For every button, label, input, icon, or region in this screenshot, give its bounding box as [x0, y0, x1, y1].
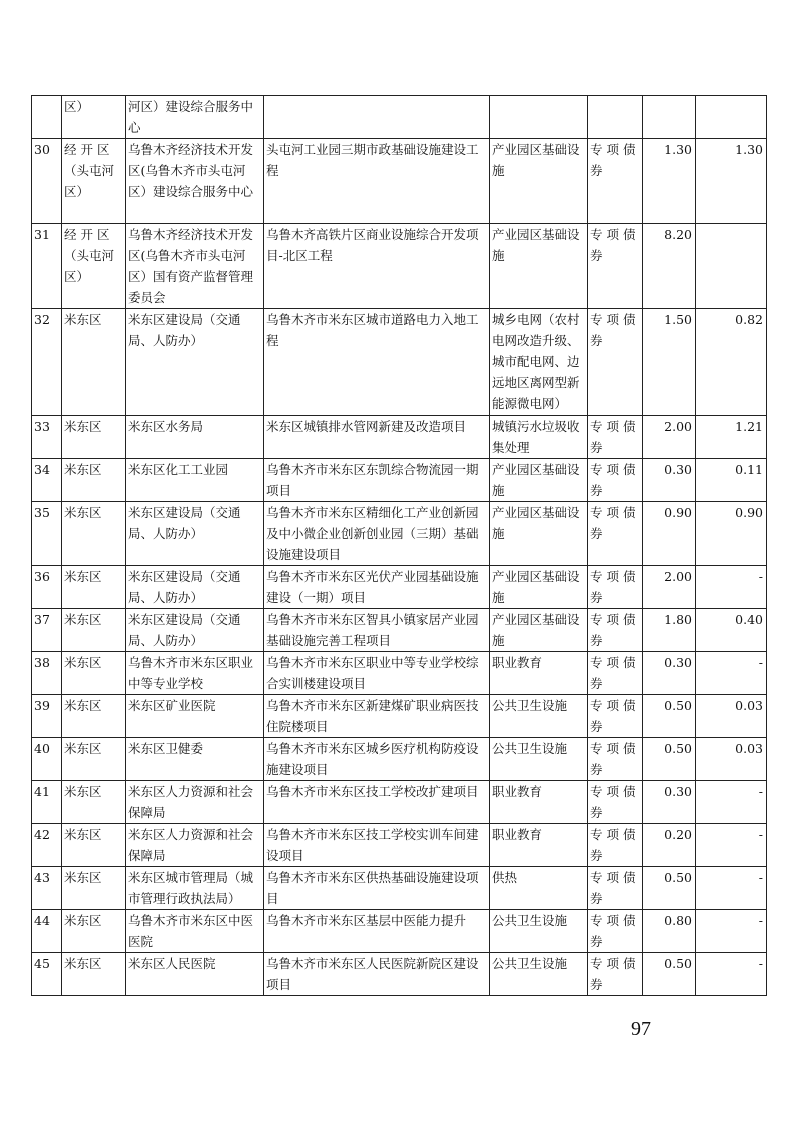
cell-project: 乌鲁木齐市米东区城乡医疗机构防疫设施建设项目	[264, 738, 490, 781]
cell-unit: 米东区水务局	[126, 416, 264, 459]
cell-district: 米东区	[62, 459, 126, 502]
cell-amount-used: -	[696, 910, 767, 953]
table-row	[32, 609, 767, 652]
cell-amount-total: 1.30	[643, 139, 696, 224]
cell-category: 产业园区基础设施	[490, 502, 588, 566]
cell-amount-total: 8.20	[643, 224, 696, 309]
cell-amount-used: 0.11	[696, 459, 767, 502]
cell-project: 米东区城镇排水管网新建及改造项目	[264, 416, 490, 459]
cell-project: 头屯河工业园三期市政基础设施建设工程	[264, 139, 490, 224]
cell-index: 34	[32, 459, 62, 502]
cell-project	[264, 96, 490, 139]
cell-bond-type: 专 项 债券	[588, 309, 643, 416]
cell-project: 乌鲁木齐市米东区职业中等专业学校综合实训楼建设项目	[264, 652, 490, 695]
cell-unit: 米东区人力资源和社会保障局	[126, 824, 264, 867]
cell-unit: 米东区建设局（交通局、人防办）	[126, 566, 264, 609]
cell-project: 乌鲁木齐市米东区城市道路电力入地工程	[264, 309, 490, 416]
cell-district: 区）	[62, 96, 126, 139]
cell-district: 米东区	[62, 566, 126, 609]
table-row	[32, 652, 767, 695]
cell-index: 30	[32, 139, 62, 224]
cell-category: 产业园区基础设施	[490, 566, 588, 609]
table-row	[32, 824, 767, 867]
table-row	[32, 738, 767, 781]
cell-amount-total: 1.50	[643, 309, 696, 416]
table-row	[32, 416, 767, 459]
cell-amount-used	[696, 96, 767, 139]
cell-district: 米东区	[62, 738, 126, 781]
cell-index: 33	[32, 416, 62, 459]
table-row	[32, 695, 767, 738]
cell-district: 米东区	[62, 953, 126, 996]
cell-category: 职业教育	[490, 824, 588, 867]
table-row	[32, 910, 767, 953]
cell-category: 职业教育	[490, 652, 588, 695]
cell-category: 公共卫生设施	[490, 738, 588, 781]
cell-amount-used: -	[696, 824, 767, 867]
cell-project: 乌鲁木齐市米东区人民医院新院区建设项目	[264, 953, 490, 996]
cell-amount-total	[643, 96, 696, 139]
cell-index: 45	[32, 953, 62, 996]
cell-category: 公共卫生设施	[490, 953, 588, 996]
cell-district: 米东区	[62, 502, 126, 566]
cell-index: 35	[32, 502, 62, 566]
table-row	[32, 867, 767, 910]
cell-unit: 河区）建设综合服务中心	[126, 96, 264, 139]
cell-amount-total: 0.50	[643, 953, 696, 996]
table-row	[32, 566, 767, 609]
cell-bond-type: 专 项 债券	[588, 738, 643, 781]
table-row	[32, 953, 767, 996]
cell-amount-used: -	[696, 867, 767, 910]
cell-amount-used	[696, 224, 767, 309]
cell-category	[490, 96, 588, 139]
cell-district: 米东区	[62, 695, 126, 738]
table-row	[32, 502, 767, 566]
cell-amount-used: 1.21	[696, 416, 767, 459]
cell-district: 经 开 区（头屯河区）	[62, 224, 126, 309]
cell-amount-total: 0.50	[643, 738, 696, 781]
cell-bond-type: 专 项 债券	[588, 910, 643, 953]
cell-index: 38	[32, 652, 62, 695]
cell-unit: 米东区建设局（交通局、人防办）	[126, 502, 264, 566]
cell-bond-type	[588, 96, 643, 139]
cell-project: 乌鲁木齐高铁片区商业设施综合开发项目-北区工程	[264, 224, 490, 309]
cell-district: 米东区	[62, 416, 126, 459]
cell-unit: 米东区人力资源和社会保障局	[126, 781, 264, 824]
cell-index: 32	[32, 309, 62, 416]
bond-projects-table	[31, 95, 767, 996]
cell-district: 经 开 区（头屯河区）	[62, 139, 126, 224]
cell-category: 公共卫生设施	[490, 695, 588, 738]
cell-amount-total: 0.90	[643, 502, 696, 566]
cell-index: 40	[32, 738, 62, 781]
table-row	[32, 459, 767, 502]
cell-category: 产业园区基础设施	[490, 459, 588, 502]
cell-district: 米东区	[62, 824, 126, 867]
page-number: 97	[631, 1018, 651, 1040]
table-row	[32, 309, 767, 416]
cell-district: 米东区	[62, 309, 126, 416]
cell-index: 42	[32, 824, 62, 867]
cell-project: 乌鲁木齐市米东区东凯综合物流园一期项目	[264, 459, 490, 502]
cell-index: 43	[32, 867, 62, 910]
table-body	[32, 96, 767, 996]
cell-amount-total: 0.30	[643, 459, 696, 502]
cell-amount-used: 0.90	[696, 502, 767, 566]
cell-category: 公共卫生设施	[490, 910, 588, 953]
cell-index: 41	[32, 781, 62, 824]
cell-district: 米东区	[62, 910, 126, 953]
table-row	[32, 224, 767, 309]
cell-category: 城乡电网（农村电网改造升级、城市配电网、边远地区离网型新能源微电网）	[490, 309, 588, 416]
cell-index	[32, 96, 62, 139]
cell-amount-total: 2.00	[643, 416, 696, 459]
cell-amount-total: 1.80	[643, 609, 696, 652]
cell-bond-type: 专 项 债券	[588, 695, 643, 738]
cell-amount-total: 2.00	[643, 566, 696, 609]
cell-unit: 米东区建设局（交通局、人防办）	[126, 309, 264, 416]
cell-amount-total: 0.30	[643, 652, 696, 695]
cell-bond-type: 专 项 债券	[588, 609, 643, 652]
cell-unit: 米东区建设局（交通局、人防办）	[126, 609, 264, 652]
cell-bond-type: 专 项 债券	[588, 781, 643, 824]
cell-category: 产业园区基础设施	[490, 139, 588, 224]
cell-category: 供热	[490, 867, 588, 910]
cell-unit: 米东区矿业医院	[126, 695, 264, 738]
cell-index: 44	[32, 910, 62, 953]
cell-amount-used: 1.30	[696, 139, 767, 224]
cell-bond-type: 专 项 债券	[588, 824, 643, 867]
cell-amount-used: 0.40	[696, 609, 767, 652]
cell-project: 乌鲁木齐市米东区基层中医能力提升	[264, 910, 490, 953]
cell-bond-type: 专 项 债券	[588, 566, 643, 609]
cell-unit: 乌鲁木齐经济技术开发区(乌鲁木齐市头屯河区）建设综合服务中心	[126, 139, 264, 224]
cell-bond-type: 专 项 债券	[588, 867, 643, 910]
cell-amount-used: 0.03	[696, 738, 767, 781]
cell-amount-used: 0.82	[696, 309, 767, 416]
cell-unit: 米东区化工工业园	[126, 459, 264, 502]
cell-district: 米东区	[62, 609, 126, 652]
cell-project: 乌鲁木齐市米东区技工学校实训车间建设项目	[264, 824, 490, 867]
cell-amount-used: -	[696, 953, 767, 996]
cell-amount-used: 0.03	[696, 695, 767, 738]
cell-district: 米东区	[62, 652, 126, 695]
table-row	[32, 139, 767, 224]
cell-bond-type: 专 项 债券	[588, 416, 643, 459]
cell-project: 乌鲁木齐市米东区精细化工产业创新园及中小微企业创新创业园（三期）基础设施建设项目	[264, 502, 490, 566]
table-row	[32, 781, 767, 824]
cell-unit: 乌鲁木齐市米东区中医医院	[126, 910, 264, 953]
cell-amount-total: 0.50	[643, 695, 696, 738]
cell-bond-type: 专 项 债券	[588, 652, 643, 695]
cell-amount-used: -	[696, 652, 767, 695]
cell-bond-type: 专 项 债券	[588, 224, 643, 309]
cell-category: 产业园区基础设施	[490, 609, 588, 652]
cell-category: 职业教育	[490, 781, 588, 824]
cell-project: 乌鲁木齐市米东区智具小镇家居产业园基础设施完善工程项目	[264, 609, 490, 652]
cell-unit: 米东区城市管理局（城市管理行政执法局）	[126, 867, 264, 910]
cell-bond-type: 专 项 债券	[588, 953, 643, 996]
cell-district: 米东区	[62, 867, 126, 910]
cell-project: 乌鲁木齐市米东区光伏产业园基础设施建设（一期）项目	[264, 566, 490, 609]
cell-unit: 乌鲁木齐市米东区职业中等专业学校	[126, 652, 264, 695]
cell-index: 31	[32, 224, 62, 309]
cell-amount-used: -	[696, 566, 767, 609]
cell-amount-total: 0.20	[643, 824, 696, 867]
table-row	[32, 96, 767, 139]
cell-index: 37	[32, 609, 62, 652]
cell-project: 乌鲁木齐市米东区新建煤矿职业病医技住院楼项目	[264, 695, 490, 738]
cell-unit: 米东区人民医院	[126, 953, 264, 996]
cell-amount-total: 0.30	[643, 781, 696, 824]
cell-unit: 乌鲁木齐经济技术开发区(乌鲁木齐市头屯河区）国有资产监督管理委员会	[126, 224, 264, 309]
cell-index: 39	[32, 695, 62, 738]
cell-bond-type: 专 项 债券	[588, 139, 643, 224]
cell-project: 乌鲁木齐市米东区供热基础设施建设项目	[264, 867, 490, 910]
cell-category: 城镇污水垃圾收集处理	[490, 416, 588, 459]
cell-bond-type: 专 项 债券	[588, 459, 643, 502]
cell-amount-total: 0.80	[643, 910, 696, 953]
cell-project: 乌鲁木齐市米东区技工学校改扩建项目	[264, 781, 490, 824]
cell-bond-type: 专 项 债券	[588, 502, 643, 566]
cell-amount-total: 0.50	[643, 867, 696, 910]
cell-category: 产业园区基础设施	[490, 224, 588, 309]
cell-index: 36	[32, 566, 62, 609]
cell-amount-used: -	[696, 781, 767, 824]
cell-unit: 米东区卫健委	[126, 738, 264, 781]
cell-district: 米东区	[62, 781, 126, 824]
